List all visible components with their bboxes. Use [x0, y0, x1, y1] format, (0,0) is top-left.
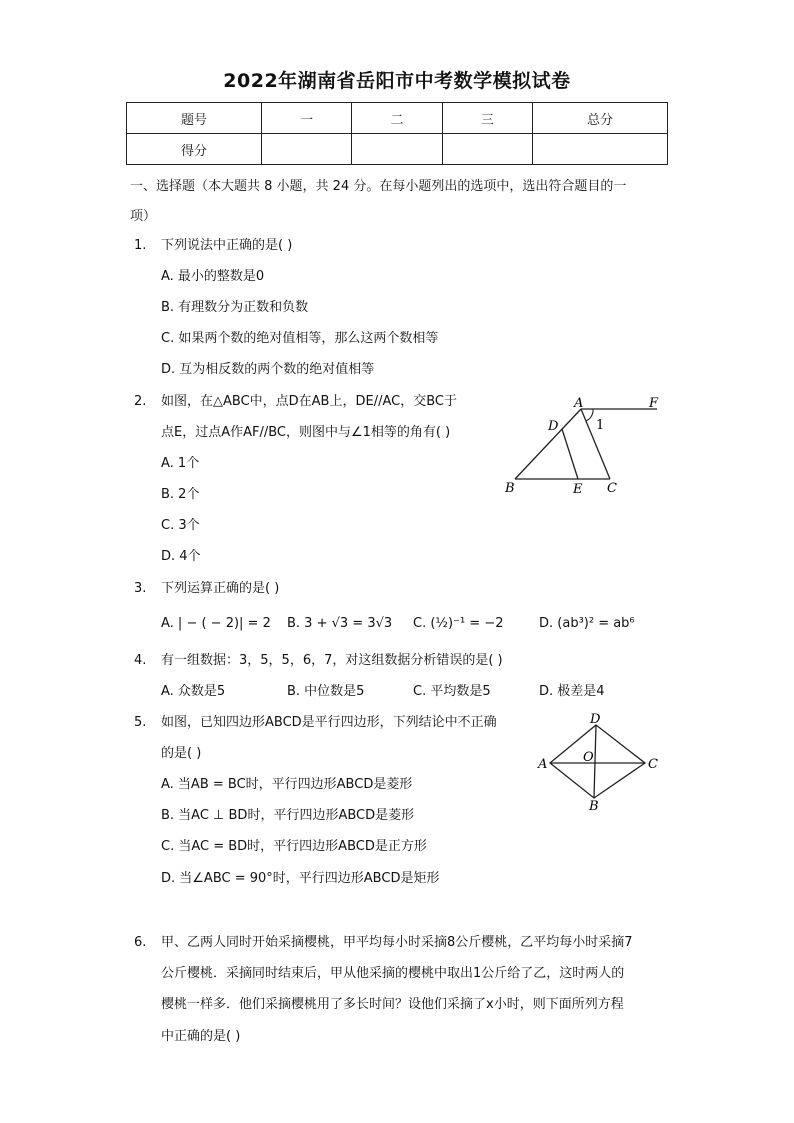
- option-d[interactable]: D. 极差是4: [539, 684, 605, 699]
- point-label-c: C: [607, 481, 617, 496]
- question-stem-line: 公斤樱桃．采摘同时结束后，甲从他采摘的樱桃中取出1公斤给了乙，这时两人的: [161, 966, 625, 981]
- point-label-a: A: [574, 396, 584, 411]
- question-number: 6.: [134, 935, 147, 950]
- question-number: 1.: [134, 238, 147, 253]
- question-stem: 有一组数据：3，5，5，6，7，对这组数据分析错误的是( ): [161, 653, 503, 668]
- score-header-cell: 二: [352, 103, 442, 134]
- score-table: [126, 102, 668, 165]
- score-header-cell: 总分: [533, 103, 668, 134]
- score-cell[interactable]: [352, 134, 442, 165]
- point-label-e: E: [573, 482, 583, 497]
- option-d[interactable]: D. 当∠ABC = 90°时，平行四边形ABCD是矩形: [161, 871, 440, 886]
- question-number: 4.: [134, 653, 147, 668]
- option-d[interactable]: D. 互为相反数的两个数的绝对值相等: [161, 362, 375, 377]
- question-number: 5.: [134, 715, 147, 730]
- parallelogram-figure: [534, 710, 664, 814]
- option-a[interactable]: A. 最小的整数是0: [161, 269, 265, 284]
- score-table-score-row: [127, 134, 668, 165]
- score-header-cell: 三: [442, 103, 532, 134]
- option-a[interactable]: A. | − ( − 2)| = 2: [161, 616, 271, 631]
- section-heading-line2: 项）: [130, 209, 157, 224]
- question-stem-cont: 点E，过点A作AF//BC，则图中与∠1相等的角有( ): [161, 425, 451, 440]
- option-b[interactable]: B. 3 + √3 = 3√3: [287, 616, 393, 631]
- point-label-f: F: [649, 396, 659, 411]
- point-label-b: B: [589, 799, 599, 814]
- point-label-d: D: [548, 419, 559, 434]
- score-row-label: 得分: [127, 134, 262, 165]
- option-b[interactable]: B. 当AC ⊥ BD时，平行四边形ABCD是菱形: [161, 808, 415, 823]
- option-c[interactable]: C. 如果两个数的绝对值相等，那么这两个数相等: [161, 331, 439, 346]
- point-label-d: D: [590, 712, 601, 727]
- question-stem: 下列运算正确的是( ): [161, 581, 280, 596]
- question-number: 3.: [134, 581, 147, 596]
- option-c[interactable]: C. 3个: [161, 518, 200, 533]
- option-b[interactable]: B. 2个: [161, 487, 200, 502]
- score-cell[interactable]: [442, 134, 532, 165]
- question-stem: 下列说法中正确的是( ): [161, 238, 293, 253]
- option-d[interactable]: D. (ab³)² = ab⁶: [539, 616, 635, 631]
- score-header-cell: 题号: [127, 103, 262, 134]
- option-a[interactable]: A. 众数是5: [161, 684, 226, 699]
- option-d[interactable]: D. 4个: [161, 549, 201, 564]
- option-a[interactable]: A. 1个: [161, 456, 200, 471]
- question-stem-line: 樱桃一样多．他们采摘樱桃用了多长时间？设他们采摘了x小时，则下面所列方程: [161, 997, 624, 1012]
- triangle-figure: [495, 392, 670, 500]
- question-number: 2.: [134, 394, 147, 409]
- option-a[interactable]: A. 当AB = BC时，平行四边形ABCD是菱形: [161, 777, 413, 792]
- score-header-cell: 一: [261, 103, 351, 134]
- section-heading-line1: 一、选择题（本大题共 8 小题，共 24 分。在每小题列出的选项中，选出符合题目的一: [130, 179, 627, 194]
- point-label-c: C: [648, 757, 658, 772]
- option-b[interactable]: B. 中位数是5: [287, 684, 365, 699]
- point-label-a: A: [538, 757, 548, 772]
- question-stem: 如图，在△ABC中，点D在AB上，DE//AC，交BC于: [161, 394, 457, 409]
- option-b[interactable]: B. 有理数分为正数和负数: [161, 300, 309, 315]
- question-stem: 如图，已知四边形ABCD是平行四边形，下列结论中不正确: [161, 715, 497, 730]
- option-c[interactable]: C. 当AC = BD时，平行四边形ABCD是正方形: [161, 839, 427, 854]
- page-title: 2022年湖南省岳阳市中考数学模拟试卷: [223, 70, 571, 92]
- question-stem-line: 中正确的是( ): [161, 1029, 241, 1044]
- question-stem-line: 甲、乙两人同时开始采摘樱桃，甲平均每小时采摘8公斤樱桃，乙平均每小时采摘7: [161, 935, 633, 950]
- point-label-b: B: [505, 481, 515, 496]
- option-c[interactable]: C. (½)⁻¹ = −2: [413, 616, 504, 631]
- score-cell[interactable]: [533, 134, 668, 165]
- point-label-o: O: [583, 750, 594, 765]
- option-c[interactable]: C. 平均数是5: [413, 684, 491, 699]
- score-table-header-row: [127, 103, 668, 134]
- question-stem-cont: 的是( ): [161, 746, 202, 761]
- section-heading: [130, 172, 670, 232]
- score-cell[interactable]: [261, 134, 351, 165]
- angle-label-1: 1: [596, 418, 605, 433]
